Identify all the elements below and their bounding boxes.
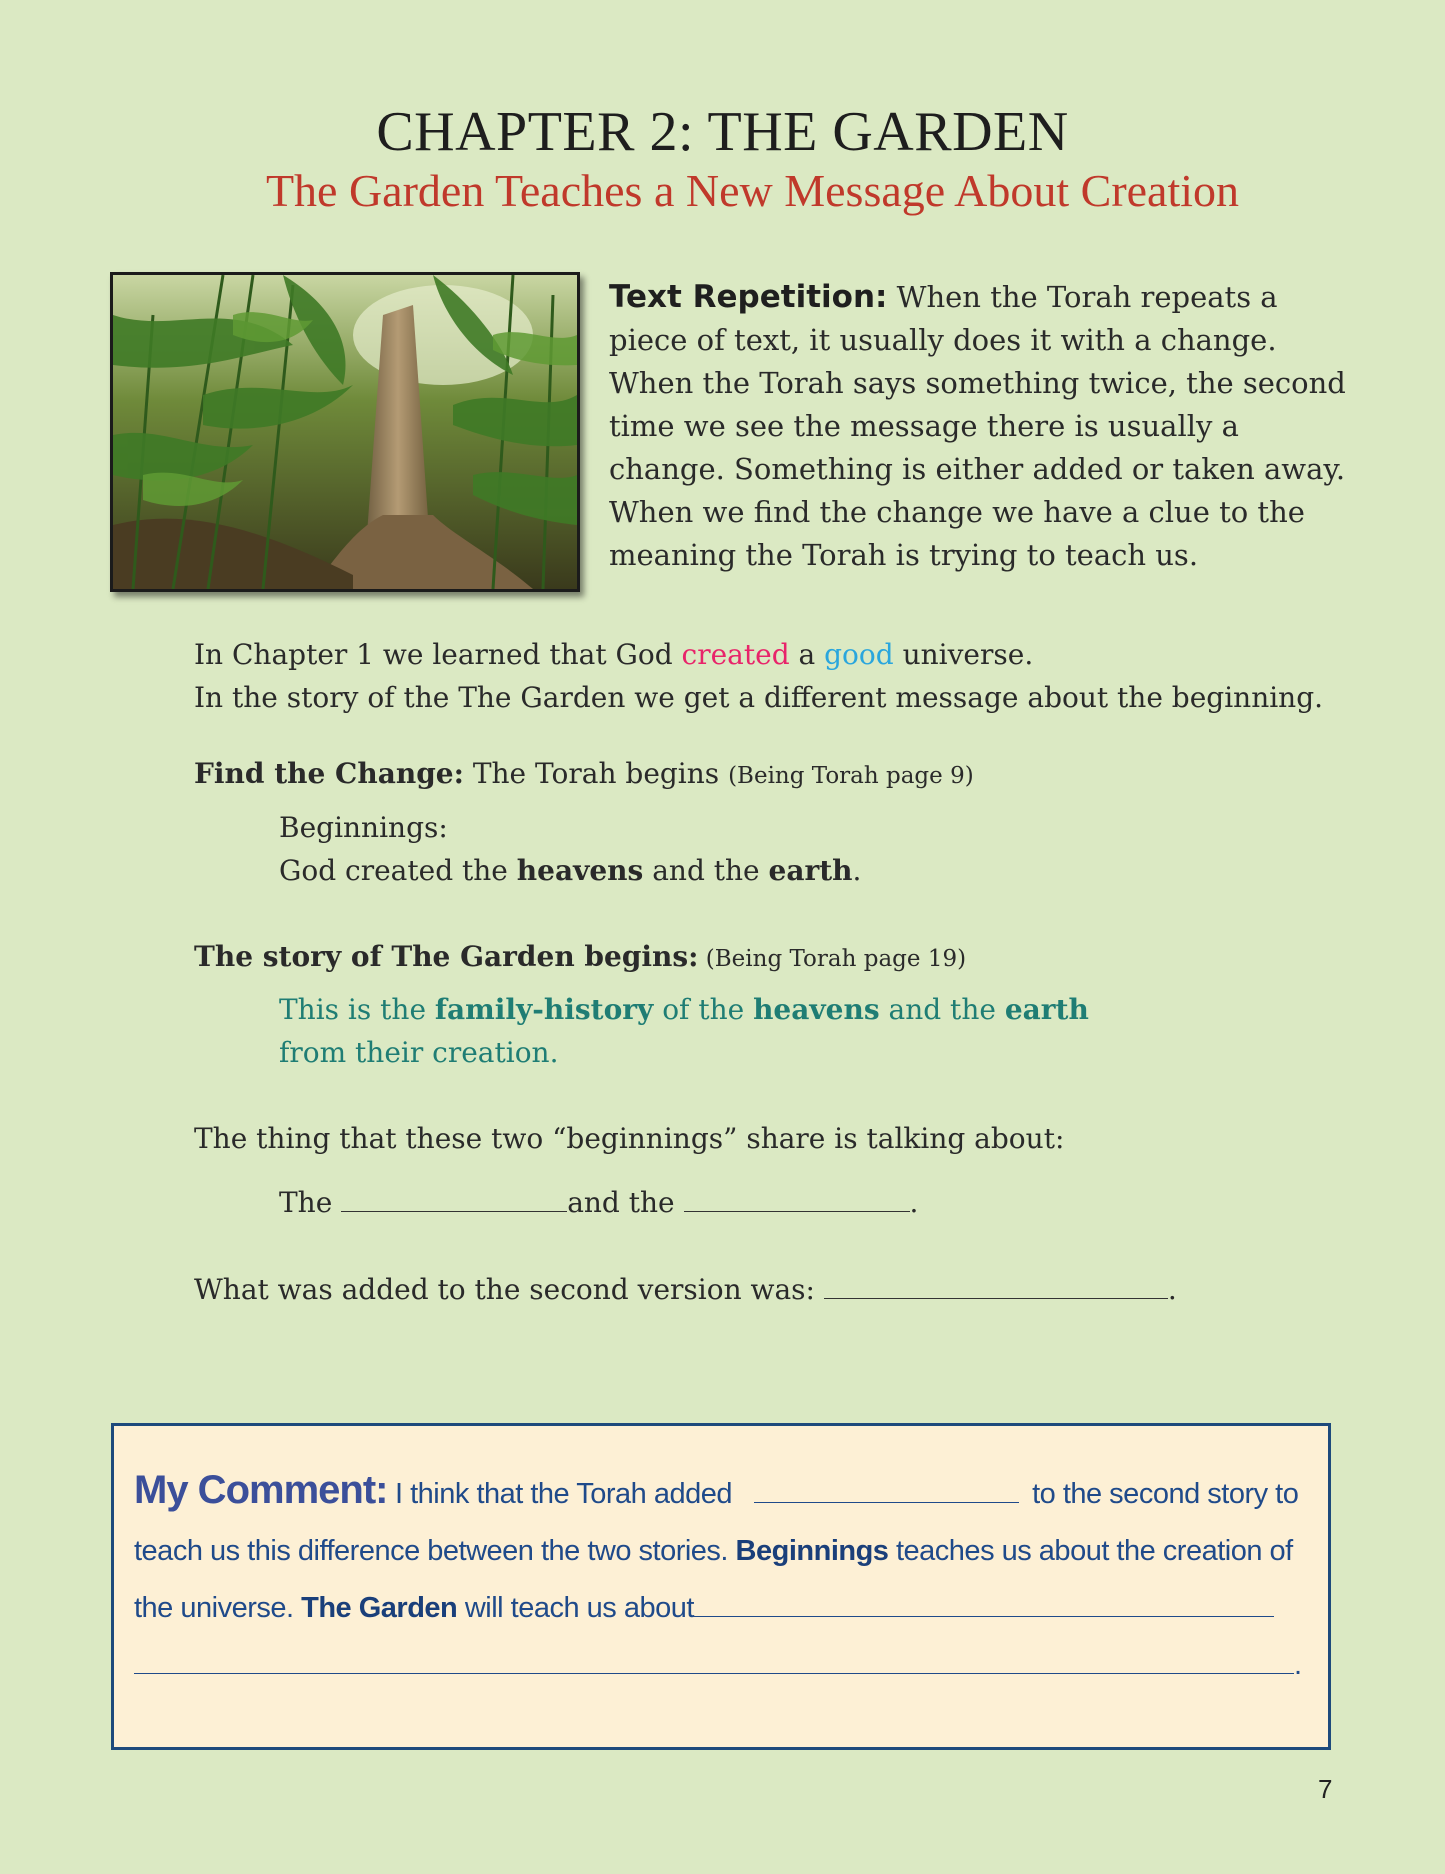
- text-repetition-heading: Text Repetition:: [609, 279, 888, 315]
- question1-text: The thing that these two “beginnings” share is talking about:: [194, 1122, 1065, 1155]
- blank-line-3[interactable]: [824, 1274, 1168, 1299]
- garden-quote-text: This is the: [279, 993, 435, 1026]
- find-change-line: [194, 752, 974, 798]
- forest-illustration: [113, 275, 577, 589]
- question2-text: What was added to the second version was:: [194, 1273, 824, 1306]
- garden-quote-line2: from their creation.: [279, 1036, 559, 1069]
- comment-text-2: to the second story to teach us this difference between the two stories.: [134, 1478, 1299, 1567]
- fill-in-shared-topic: [279, 1181, 918, 1224]
- comment-text-4: will teach us about: [457, 1592, 694, 1624]
- my-comment-heading: My Comment:: [134, 1468, 388, 1512]
- beginnings-quote-text: God created the: [279, 854, 517, 887]
- fill-the-word: The: [279, 1186, 342, 1219]
- earth-word: earth: [768, 854, 853, 887]
- chapter1-line2: In the story of the The Garden we get a different message about the beginning.: [194, 681, 1324, 714]
- garden-earth-word: earth: [1004, 993, 1089, 1026]
- question2-period: .: [1167, 1273, 1177, 1306]
- beginnings-quote-period: .: [852, 854, 862, 887]
- find-change-text: The Torah begins: [463, 757, 729, 790]
- blank-line-2[interactable]: [684, 1187, 910, 1212]
- created-word: created: [681, 638, 790, 671]
- garden-heavens-word: heavens: [753, 993, 880, 1026]
- comment-text-1: I think that the Torah added: [387, 1478, 740, 1510]
- forest-photo: [110, 272, 580, 592]
- garden-story-label: The story of The Garden begins:: [194, 940, 699, 973]
- chapter1-text-end: universe.: [893, 638, 1034, 671]
- chapter1-text: In Chapter 1 we learned that God: [194, 638, 682, 671]
- question-shared-topic: [194, 1117, 1064, 1160]
- page-number: 7: [1318, 1774, 1333, 1804]
- garden-quote-mid2: and the: [879, 993, 1005, 1026]
- the-garden-word: The Garden: [301, 1592, 458, 1624]
- beginnings-word: Beginnings: [735, 1535, 889, 1567]
- my-comment-text: [134, 1462, 1314, 1694]
- text-repetition-body: When the Torah repeats a piece of text, it usually does it with a change. When the Torah says something twice, the second time we see the message there is usually a change. Something is either added or taken away. When we find the change we have a clue to the meaning the Torah is trying to teach us.: [609, 280, 1346, 572]
- garden-story-reference: (Being Torah page 19): [698, 946, 967, 972]
- find-change-reference: (Being Torah page 9): [728, 763, 974, 789]
- good-word: good: [824, 638, 894, 671]
- comment-blank-2[interactable]: [694, 1588, 1274, 1617]
- find-change-label: Find the Change:: [194, 757, 464, 790]
- chapter1-paragraph: [194, 633, 1323, 719]
- comment-text-3: teaches us about the creation of the universe.: [134, 1535, 1293, 1624]
- text-repetition-paragraph: [609, 276, 1349, 577]
- question-added: [194, 1268, 1177, 1311]
- beginnings-quote-heading: Beginnings:: [279, 811, 448, 844]
- heavens-word: heavens: [516, 854, 644, 887]
- garden-story-line: [194, 935, 966, 981]
- fill-period: .: [909, 1186, 919, 1219]
- comment-blank-1[interactable]: [754, 1474, 1019, 1503]
- garden-quote-mid1: of the: [653, 993, 754, 1026]
- blank-line-1[interactable]: [341, 1187, 567, 1212]
- beginnings-quote-and: and the: [643, 854, 769, 887]
- my-comment-box: [111, 1423, 1331, 1750]
- page-title: CHAPTER 2: THE GARDEN: [376, 101, 1069, 163]
- page-subtitle: The Garden Teaches a New Message About Creation: [265, 165, 1240, 216]
- beginnings-quote: [279, 806, 861, 892]
- comment-period: .: [1294, 1649, 1302, 1681]
- fill-and-the: and the: [567, 1186, 684, 1219]
- comment-blank-3[interactable]: [134, 1645, 1294, 1674]
- garden-quote: [279, 988, 1089, 1074]
- chapter1-text-mid: a: [789, 638, 825, 671]
- family-history-word: family-history: [434, 993, 654, 1026]
